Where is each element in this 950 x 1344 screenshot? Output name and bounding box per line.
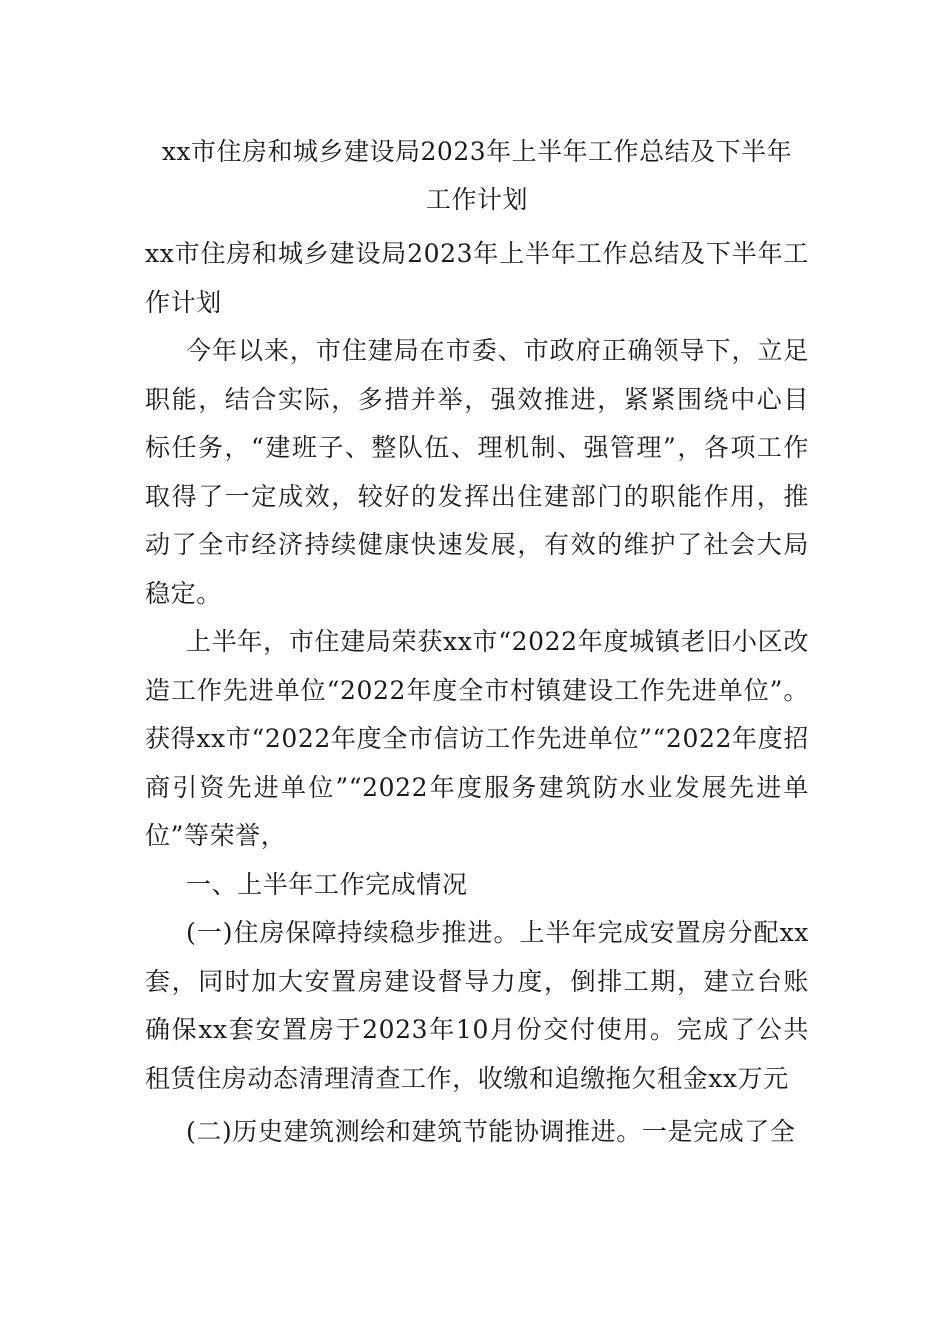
section-heading-1: 一、上半年工作完成情况 <box>186 869 468 899</box>
document-body <box>145 230 809 1157</box>
title-line-2: 工作计划 <box>425 185 528 214</box>
paragraph-buildings: (二)历史建筑测绘和建筑节能协调推进。一是完成了全 <box>186 1117 796 1146</box>
paragraph-housing: (一)住房保障持续稳步推进。上半年完成安置房分配xx套，同时加大安置房建设督导力度，倒排工期，建立台账确保xx套安置房于2023年10月份交付使用。完成了公共租赁住房动态清理清查工作，收缴和追缴拖欠租金xx万元 <box>145 918 809 1093</box>
paragraph-honors: 上半年，市住建局荣获xx市“2022年度城镇老旧小区改造工作先进单位“2022年度全市村镇建设工作先进单位”。获得xx市“2022年度全市信访工作先进单位”“2022年度招商引资先进单位”“2022年度服务建筑防水业发展先进单位”等荣誉， <box>145 627 809 850</box>
document-title <box>145 128 809 224</box>
paragraph-intro: 今年以来，市住建局在市委、市政府正确领导下，立足职能，结合实际，多措并举，强效推进，紧紧围绕中心目标任务，“建班子、整队伍、理机制、强管理”，各项工作取得了一定成效，较好的发挥出住建部门的职能作用，推动了全市经济持续健康快速发展，有效的维护了社会大局稳定。 <box>145 336 809 608</box>
title-line-1: xx市住房和城乡建设局2023年上半年工作总结及下半年 <box>161 137 793 166</box>
document-subtitle: xx市住房和城乡建设局2023年上半年工作总结及下半年工作计划 <box>145 239 809 317</box>
